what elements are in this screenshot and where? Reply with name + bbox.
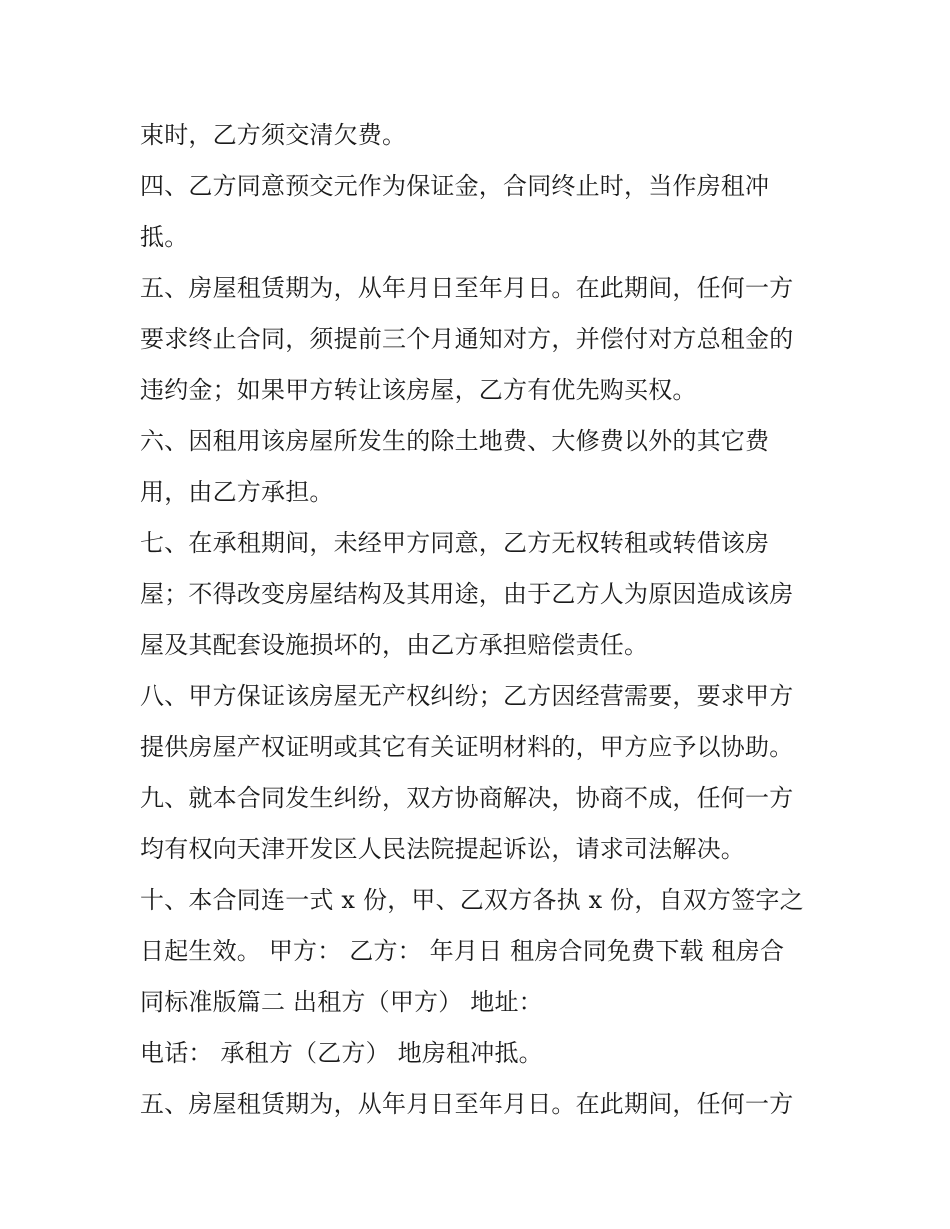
text-line: 七、在承租期间，未经甲方同意，乙方无权转租或转借该房 (140, 529, 770, 557)
text-line: 抵。 (140, 223, 189, 251)
text-line: 均有权向天津开发区人民法院提起诉讼，请求司法解决。 (140, 835, 745, 863)
text-line: 八、甲方保证该房屋无产权纠纷；乙方因经营需要，要求甲方 (140, 682, 794, 710)
text-line: 十、本合同连一式 x 份，甲、乙双方各执 x 份，自双方签字之 (140, 886, 804, 914)
text-line: 电话： 承租方（乙方） 地房租冲抵。 (140, 1039, 543, 1067)
text-line: 四、乙方同意预交元作为保证金，合同终止时，当作房租冲 (140, 172, 770, 200)
text-line: 五、房屋租赁期为，从年月日至年月日。在此期间，任何一方 (140, 1090, 794, 1118)
text-line: 六、因租用该房屋所发生的除土地费、大修费以外的其它费 (140, 427, 770, 455)
text-line: 违约金；如果甲方转让该房屋，乙方有优先购买权。 (140, 376, 697, 404)
text-line: 同标准版篇二 出租方（甲方） 地址： (140, 988, 543, 1016)
text-line: 要求终止合同，须提前三个月通知对方，并偿付对方总租金的 (140, 325, 794, 353)
text-line: 九、就本合同发生纠纷，双方协商解决，协商不成，任何一方 (140, 784, 794, 812)
text-line: 五、房屋租赁期为，从年月日至年月日。在此期间，任何一方 (140, 274, 794, 302)
text-line: 束时，乙方须交清欠费。 (140, 121, 407, 149)
text-line: 用，由乙方承担。 (140, 478, 334, 506)
text-line: 提供房屋产权证明或其它有关证明材料的，甲方应予以协助。 (140, 733, 794, 761)
text-line: 屋；不得改变房屋结构及其用途，由于乙方人为原因造成该房 (140, 580, 794, 608)
text-line: 屋及其配套设施损坏的，由乙方承担赔偿责任。 (140, 631, 649, 659)
document-body (140, 110, 820, 1130)
text-line: 日起生效。 甲方： 乙方： 年月日 租房合同免费下载 租房合 (140, 937, 785, 965)
